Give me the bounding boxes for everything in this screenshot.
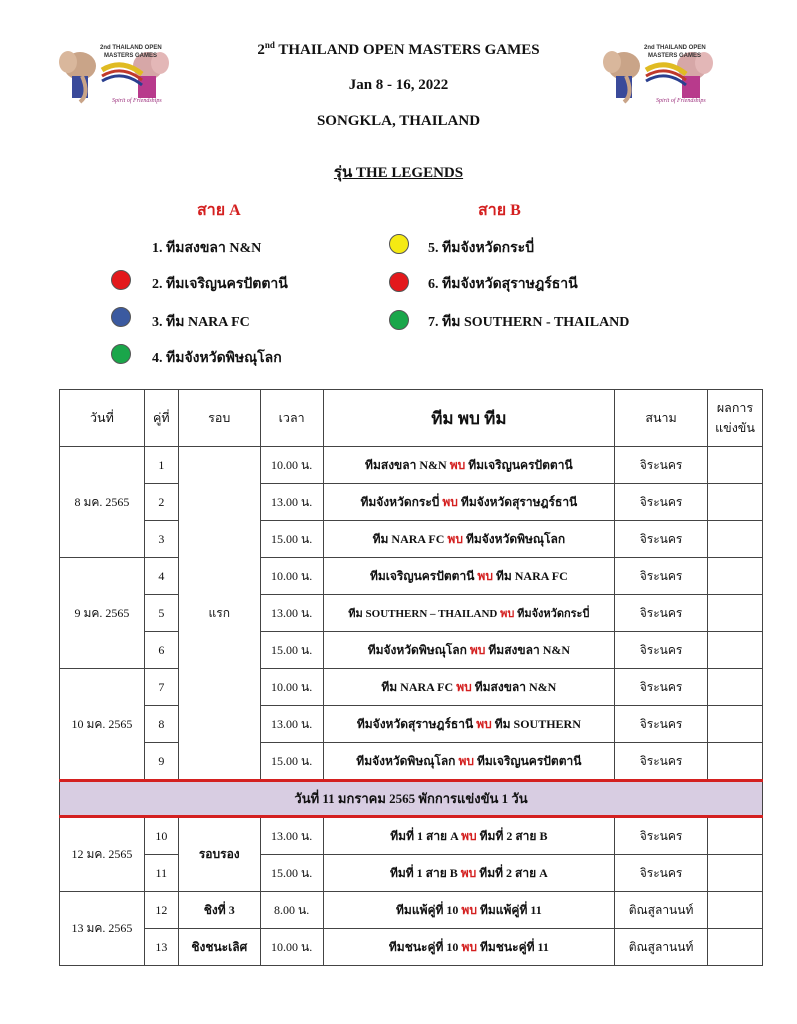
time-cell: 10.00 น. [260,558,323,595]
venue-cell: จิระนคร [615,817,708,855]
group-b-title: สาย B [478,202,521,219]
match-cell: ทีมที่ 1 สาย A พบ ทีมที่ 2 สาย B [323,817,615,855]
result-cell [707,484,762,521]
col-round-header: รอบ [178,390,260,447]
round-cell: แรก [178,447,260,781]
result-cell [707,855,762,892]
table-row [60,632,763,669]
event-dates: Jan 8 - 16, 2022 [348,77,449,93]
table-row [60,706,763,743]
table-row [60,929,763,966]
svg-text:MASTERS GAMES: MASTERS GAMES [648,53,702,59]
date-cell: 12 มค. 2565 [60,817,145,892]
table-header-row [60,390,763,447]
table-row [60,595,763,632]
team-color-dot [111,270,131,290]
pair-cell: 2 [144,484,178,521]
date-cell: 8 มค. 2565 [60,447,145,558]
result-cell [707,669,762,706]
svg-text:MASTERS GAMES: MASTERS GAMES [104,53,158,59]
pair-cell: 7 [144,669,178,706]
venue-cell: จิระนคร [615,706,708,743]
svg-text:Spirit of Friendships: Spirit of Friendships [656,98,706,104]
table-row [60,669,763,706]
schedule-table [59,389,763,966]
venue-cell: จิระนคร [615,558,708,595]
date-cell: 13 มค. 2565 [60,892,145,966]
venue-cell: จิระนคร [615,632,708,669]
time-cell: 10.00 น. [260,669,323,706]
result-cell [707,521,762,558]
group-b-team: 6. ทีมจังหวัดสุราษฎร์ธานี [428,277,578,292]
time-cell: 15.00 น. [260,521,323,558]
round-cell: รอบรอง [178,817,260,892]
time-cell: 15.00 น. [260,632,323,669]
match-cell: ทีมชนะคู่ที่ 10 พบ ทีมชนะคู่ที่ 11 [323,929,615,966]
svg-text:Spirit of Friendships: Spirit of Friendships [112,98,162,104]
event-title: 2nd THAILAND OPEN MASTERS GAMES [257,40,540,58]
col-time-header: เวลา [260,390,323,447]
pair-cell: 10 [144,817,178,855]
result-cell [707,706,762,743]
rest-day-row [60,781,763,817]
time-cell: 13.00 น. [260,484,323,521]
match-cell: ทีมเจริญนครปัตตานี พบ ทีม NARA FC [323,558,615,595]
pair-cell: 8 [144,706,178,743]
table-row [60,521,763,558]
result-cell [707,743,762,781]
rest-day-note: วันที่ 11 มกราคม 2565 พักการแข่งขัน 1 วัน [60,781,763,817]
venue-cell: จิระนคร [615,521,708,558]
match-cell: ทีมจังหวัดพิษณุโลก พบ ทีมเจริญนครปัตตานี [323,743,615,781]
time-cell: 13.00 น. [260,817,323,855]
match-cell: ทีมจังหวัดสุราษฎร์ธานี พบ ทีม SOUTHERN [323,706,615,743]
venue-cell: จิระนคร [615,669,708,706]
time-cell: 10.00 น. [260,447,323,484]
team-color-dot [389,310,409,330]
time-cell: 15.00 น. [260,743,323,781]
team-color-dot [389,272,409,292]
col-date-header: วันที่ [60,390,145,447]
date-cell: 10 มค. 2565 [60,669,145,781]
table-row [60,817,763,855]
time-cell: 13.00 น. [260,706,323,743]
result-cell [707,929,762,966]
pair-cell: 3 [144,521,178,558]
table-row [60,484,763,521]
match-cell: ทีมจังหวัดพิษณุโลก พบ ทีมสงขลา N&N [323,632,615,669]
team-color-dot [111,307,131,327]
time-cell: 15.00 น. [260,855,323,892]
result-cell [707,892,762,929]
col-match-header: ทีม พบ ทีม [323,390,615,447]
group-a-title: สาย A [197,202,241,219]
match-cell: ทีม NARA FC พบ ทีมสงขลา N&N [323,669,615,706]
match-cell: ทีม SOUTHERN – THAILAND พบ ทีมจังหวัดกระบี่ [323,595,615,632]
group-a-team: 1. ทีมสงขลา N&N [152,241,262,256]
pair-cell: 13 [144,929,178,966]
round-cell: ชิงชนะเลิศ [178,929,260,966]
group-a-team: 3. ทีม NARA FC [152,315,250,330]
team-color-dot [389,234,409,254]
venue-cell: จิระนคร [615,595,708,632]
match-cell: ทีมที่ 1 สาย B พบ ทีมที่ 2 สาย A [323,855,615,892]
result-cell [707,447,762,484]
svg-text:2nd THAILAND OPEN: 2nd THAILAND OPEN [644,45,706,51]
venue-cell: จิระนคร [615,447,708,484]
pair-cell: 4 [144,558,178,595]
division-title: รุ่น THE LEGENDS [333,165,464,181]
table-row [60,855,763,892]
table-row [60,447,763,484]
table-row [60,743,763,781]
result-cell [707,558,762,595]
pair-cell: 12 [144,892,178,929]
venue-cell: ติณสูลานนท์ [615,892,708,929]
svg-text:2nd THAILAND OPEN: 2nd THAILAND OPEN [100,45,162,51]
col-result-header: ผลการ แข่งขัน [707,390,762,447]
venue-cell: จิระนคร [615,743,708,781]
team-color-dot [111,344,131,364]
group-a-team: 4. ทีมจังหวัดพิษณุโลก [152,351,282,366]
group-b-team: 7. ทีม SOUTHERN - THAILAND [428,315,630,330]
match-cell: ทีมจังหวัดกระบี่ พบ ทีมจังหวัดสุราษฎร์ธานี [323,484,615,521]
group-b-team: 5. ทีมจังหวัดกระบี่ [428,241,535,256]
result-cell [707,817,762,855]
venue-cell: ติณสูลานนท์ [615,929,708,966]
date-cell: 9 มค. 2565 [60,558,145,669]
pair-cell: 11 [144,855,178,892]
match-cell: ทีมแพ้คู่ที่ 10 พบ ทีมแพ้คู่ที่ 11 [323,892,615,929]
pair-cell: 5 [144,595,178,632]
venue-cell: จิระนคร [615,484,708,521]
match-cell: ทีมสงขลา N&N พบ ทีมเจริญนครปัตตานี [323,447,615,484]
table-row [60,558,763,595]
result-cell [707,595,762,632]
event-location: SONGKLA, THAILAND [316,113,481,129]
table-row [60,892,763,929]
pair-cell: 9 [144,743,178,781]
group-a-team: 2. ทีมเจริญนครปัตตานี [152,277,288,292]
pair-cell: 1 [144,447,178,484]
venue-cell: จิระนคร [615,855,708,892]
col-venue-header: สนาม [615,390,708,447]
time-cell: 8.00 น. [260,892,323,929]
result-cell [707,632,762,669]
col-pair-header: คู่ที่ [144,390,178,447]
match-cell: ทีม NARA FC พบ ทีมจังหวัดพิษณุโลก [323,521,615,558]
time-cell: 10.00 น. [260,929,323,966]
pair-cell: 6 [144,632,178,669]
time-cell: 13.00 น. [260,595,323,632]
round-cell: ชิงที่ 3 [178,892,260,929]
